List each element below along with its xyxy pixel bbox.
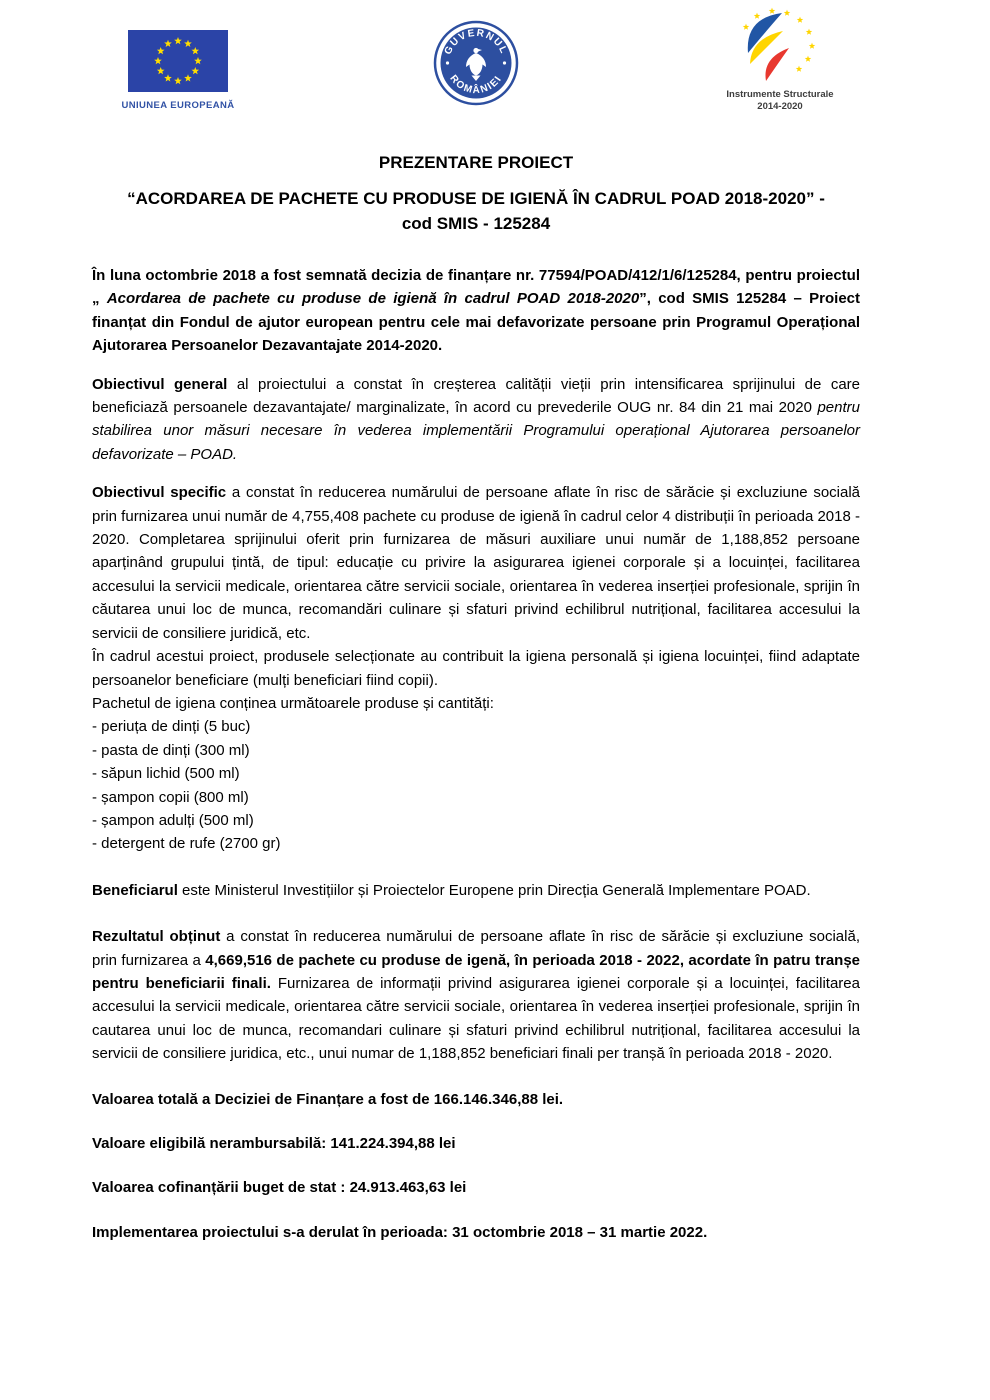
project-subtitle-line2: cod SMIS - 125284 bbox=[401, 214, 551, 233]
eu-flag-logo bbox=[118, 30, 238, 111]
line-valoare-eligibila: Valoare eligibilă nerambursabilă: 141.224.394,88 lei bbox=[92, 1135, 456, 1152]
project-subtitle-line1: “ACORDAREA DE PACHETE CU PRODUSE DE IGIENĂ ÎN CADRUL POAD 2018-2020” - bbox=[127, 189, 825, 208]
list-item-detergent: - detergent de rufe (2700 gr) bbox=[92, 835, 281, 853]
gov-romania-seal bbox=[433, 20, 519, 111]
paragraph-obiectiv-specific: Obiectivul specific a constat în reducerea numărului de persoane aflate în risc de sărăcie și excluziune socială prin furnizarea unui număr de 4,755,408 pachete cu produse de igienă în cadrul celor 4 distribuții în perioada 2018 - 2020. Completarea sprijinului oferit prin furnizarea de măsuri auxiliare unui număr de 1,188,852 persoane aparținând grupului țintă, de tipul: educație cu privire la asigurarea igienei corporale și a locuinței, facilitarea accesului la servicii medicale, orientarea către servicii sociale, orientarea în vederea inserției profesionale, sprijin în căutarea unui loc de munca, recomandări culinare și sfaturi privind echilibrul nutrițional, facilitarea accesului la servicii de consiliere juridică, etc. bbox=[92, 484, 861, 642]
line-implementare: Implementarea proiectului s-a derulat în perioada: 31 octombrie 2018 – 31 martie 2022. bbox=[92, 1223, 708, 1241]
list-item-sampon-adulti: - șampon adulți (500 ml) bbox=[92, 811, 254, 829]
eu-flag-label: UNIUNEA EUROPEANĂ bbox=[121, 100, 235, 111]
line-valoare-cofinantare: Valoarea cofinanțării buget de stat : 24.913.463,63 lei bbox=[92, 1179, 467, 1197]
seal-arc-top-text: GUVERNUL bbox=[442, 27, 510, 57]
paragraph-obiectiv-general: Obiectivul general al proiectului a constat în creșterea calității vieții prin intensificarea sprijinului de care beneficiază persoanele dezavantajate/ marginalizate, în acord cu prevederile OUG nr. 84 din 21 mai 2020 pentru stabilirea unor măsuri necesare în vederea implementării Programului operațional Ajutorarea persoanelor defavorizate – POAD. bbox=[92, 375, 860, 463]
list-item-pasta: - pasta de dinți (300 ml) bbox=[92, 741, 250, 759]
line-valoare-totala: Valoarea totală a Deciziei de Finanțare a fost de 166.146.346,88 lei. bbox=[92, 1090, 564, 1108]
paragraph-intro: În luna octombrie 2018 a fost semnată decizia de finanțare nr. 77594/POAD/412/1/6/125284, pentru proiectul „ Acordarea de pachete cu produse de igienă în cadrul POAD 2018-2020”, cod SMIS 125284 – Proiect finanțat din Fondul de ajutor european pentru cele mai defavorizate persoane prin Programul Operațional Ajutorarea Persoanelor Dezavantajate 2014-2020. bbox=[92, 267, 861, 355]
is-logo-label-line1: Instrumente Structurale bbox=[726, 89, 834, 100]
eu-flag-icon bbox=[128, 30, 228, 92]
instrumente-structurale-logo bbox=[703, 6, 857, 113]
is-logo-label-line2: 2014-2020 bbox=[757, 101, 803, 112]
gov-seal-icon bbox=[433, 20, 519, 106]
project-subtitle bbox=[92, 186, 860, 236]
paragraph-beneficiar: Beneficiarul este Ministerul Investițiilor și Proiectelor Europene prin Direcția Generală Implementare POAD. bbox=[92, 881, 811, 899]
list-item-sampon-copii: - șampon copii (800 ml) bbox=[92, 788, 249, 806]
paragraph-in-cadrul: În cadrul acestui proiect, produsele selecționate au contribuit la igiena personală și igiena locuinței, fiind adaptate persoanelor beneficiare (mulți beneficiari fiind copii). bbox=[92, 648, 860, 689]
instrumente-structurale-icon bbox=[720, 6, 840, 84]
seal-arc-bottom-text: ROMÂNIEI bbox=[447, 73, 505, 97]
logo-header bbox=[0, 0, 990, 118]
list-item-periuta: - periuța de dinți (5 buc) bbox=[92, 718, 251, 736]
page-title: PREZENTARE PROIECT bbox=[378, 153, 574, 172]
list-item-sapun: - săpun lichid (500 ml) bbox=[92, 765, 240, 783]
paragraph-pachet-intro: Pachetul de igiena conținea următoarele produse și cantități: bbox=[92, 694, 494, 712]
document-content bbox=[92, 152, 860, 1244]
paragraph-rezultat: Rezultatul obținut a constat în reducerea numărului de persoane aflate în risc de sărăcie și excluziune socială, prin furnizarea a 4,669,516 de pachete cu produse de igenă, în perioada 2018 - 2022, acordate în patru tranșe pentru beneficiarii finali. Furnizarea de informații privind asigurarea igienei corporale și a locuinței, facilitarea accesului la servicii medicale, orientarea către servicii sociale, orientarea în vederea inserției profesionale, sprijin în cautarea unui loc de munca, recomandari culinare și sfaturi privind echilibrul nutrițional, facilitarea accesului la servicii de consiliere juridica, etc., unui numar de 1,188,852 beneficiari finali per tranșă în perioada 2018 - 2020. bbox=[92, 928, 861, 1063]
